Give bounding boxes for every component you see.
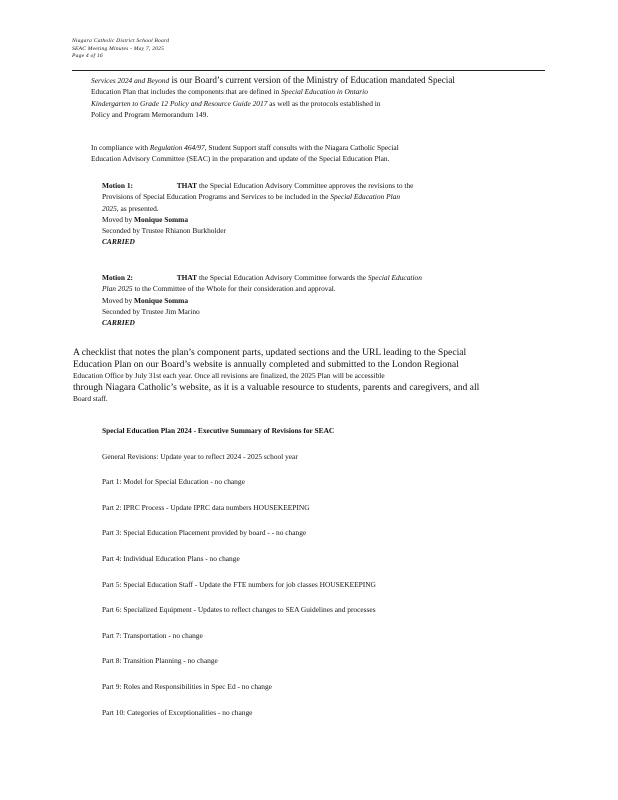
summary-item: Part 9: Roles and Responsibilities in Spec Ed - no change	[102, 681, 272, 691]
header-meeting: SEAC Meeting Minutes - May 7, 2025	[72, 45, 165, 52]
motion-1-that: THAT	[176, 181, 198, 190]
motion-1-line-3	[102, 203, 413, 214]
motion-2-line-1	[102, 272, 422, 283]
summary-item: General Revisions: Update year to reflect 2024 - 2025 school year	[102, 451, 298, 461]
moved-by-name: Monique Somma	[134, 214, 189, 224]
intro-line-2	[91, 86, 455, 97]
checklist-line-3: Education Office by July 31st each year. Once all revisions are finalized, the 2025 Plan will be accessible	[73, 371, 385, 381]
motion-2-moved	[102, 295, 422, 306]
page-header	[72, 38, 169, 61]
moved-by-name: Monique Somma	[134, 295, 189, 305]
motion-1-label: Motion 1:	[102, 181, 133, 190]
motion-1-moved	[102, 214, 413, 225]
summary-item: Part 3: Special Education Placement provided by board - - no change	[102, 528, 307, 538]
header-page-number: Page 4 of 16	[72, 53, 103, 60]
motion-1-line-1	[102, 180, 413, 191]
summary-item: Part 8: Transition Planning - no change	[102, 656, 218, 666]
summary-item: Part 1: Model for Special Education - no change	[102, 477, 245, 487]
motion-1	[102, 180, 413, 248]
plan-title-ref: Services 2024 and Beyond	[91, 76, 170, 85]
motion-2-that: THAT	[176, 273, 198, 282]
revisions-summary	[102, 426, 376, 733]
summary-item: Part 6: Specialized Equipment - Updates to reflect changes to SEA Guidelines and processes	[102, 605, 376, 615]
compliance-line-1-rest: , Student Support staff consults with the Niagara Catholic Special	[204, 143, 399, 152]
intro-line-3	[91, 98, 455, 109]
moved-by-label: Moved by	[102, 295, 135, 305]
intro-line-1	[91, 75, 455, 86]
intro-line-4: Policy and Program Memorandum 149.	[91, 109, 209, 119]
motion-2-line-2	[102, 283, 422, 294]
motion-1-seconded: Seconded by Trustee Rhianon Burkholder	[102, 226, 226, 236]
summary-item: Part 10: Categories of Exceptionalities - no change	[102, 707, 253, 717]
intro-line-1-text: is our Board’s current version of the Ministry of Education mandated Special	[169, 75, 455, 85]
motion-2-plan-ref: Special Education	[367, 273, 422, 282]
header-org: Niagara Catholic District School Board	[72, 38, 170, 44]
motion-1-line-2-text: Provisions of Special Education Programs and Services to be included in the	[102, 192, 331, 202]
motion-2-label: Motion 2:	[102, 273, 133, 282]
summary-title: Special Education Plan 2024 - Executive Summary of Revisions for SEAC	[102, 426, 335, 435]
motion-1-line-1-text: the Special Education Advisory Committee approves the revisions to the	[197, 181, 414, 190]
header-rule	[72, 70, 545, 71]
motion-2-line-1-text: the Special Education Advisory Committee forwards the	[197, 273, 368, 282]
checklist-line-2: Education Plan on our Board’s website is annually completed and submitted to the London Regional	[73, 358, 459, 370]
regulation-ref: Regulation 464/97	[149, 143, 205, 152]
motion-1-plan-ref: Special Education Plan	[330, 192, 401, 202]
motion-2-line-2-text: to the Committee of the Whole for their consideration and approval.	[132, 284, 336, 294]
compliance-line-2: Education Advisory Committee (SEAC) in the preparation and update of the Special Education Plan.	[91, 154, 390, 164]
guide-title-ref: Special Education in Ontario	[281, 87, 368, 97]
motion-1-plan-year: 2025	[102, 203, 117, 213]
summary-item: Part 2: IPRC Process - Update IPRC data numbers HOUSEKEEPING	[102, 502, 310, 512]
moved-by-label: Moved by	[102, 214, 135, 224]
motion-2-result: CARRIED	[102, 318, 135, 328]
checklist-line-1: A checklist that notes the plan’s component parts, updated sections and the URL leading to the Special	[73, 347, 467, 358]
checklist-paragraph	[73, 347, 553, 405]
intro-line-3-text: as well as the protocols established in	[267, 98, 381, 108]
guide-title-ref-cont: Kindergarten to Grade 12 Policy and Resource Guide 2017	[91, 98, 268, 108]
summary-item: Part 4: Individual Education Plans - no change	[102, 553, 240, 563]
motion-2-plan-year: Plan 2025	[102, 284, 133, 294]
motion-1-result: CARRIED	[102, 237, 135, 247]
summary-item: Part 7: Transportation - no change	[102, 630, 203, 640]
compliance-line-1-text: In compliance with	[91, 143, 150, 152]
checklist-line-4: through Niagara Catholic’s website, as it is a valuable resource to students, parents and caregivers, and all	[73, 381, 480, 393]
compliance-line-1	[91, 142, 399, 153]
summary-item: Part 5: Special Education Staff - Update the FTE numbers for job classes HOUSEKEEPING	[102, 579, 376, 589]
compliance-paragraph	[91, 142, 399, 165]
motion-2-seconded: Seconded by Trustee Jim Marino	[102, 306, 200, 316]
intro-line-2-text: Education Plan that includes the components that are defined in	[91, 87, 282, 97]
motion-1-line-2	[102, 191, 413, 202]
motion-2	[102, 272, 422, 328]
checklist-line-5: Board staff.	[73, 394, 108, 404]
intro-paragraph	[91, 75, 455, 120]
motion-1-line-3-text: , as presented.	[116, 203, 159, 213]
